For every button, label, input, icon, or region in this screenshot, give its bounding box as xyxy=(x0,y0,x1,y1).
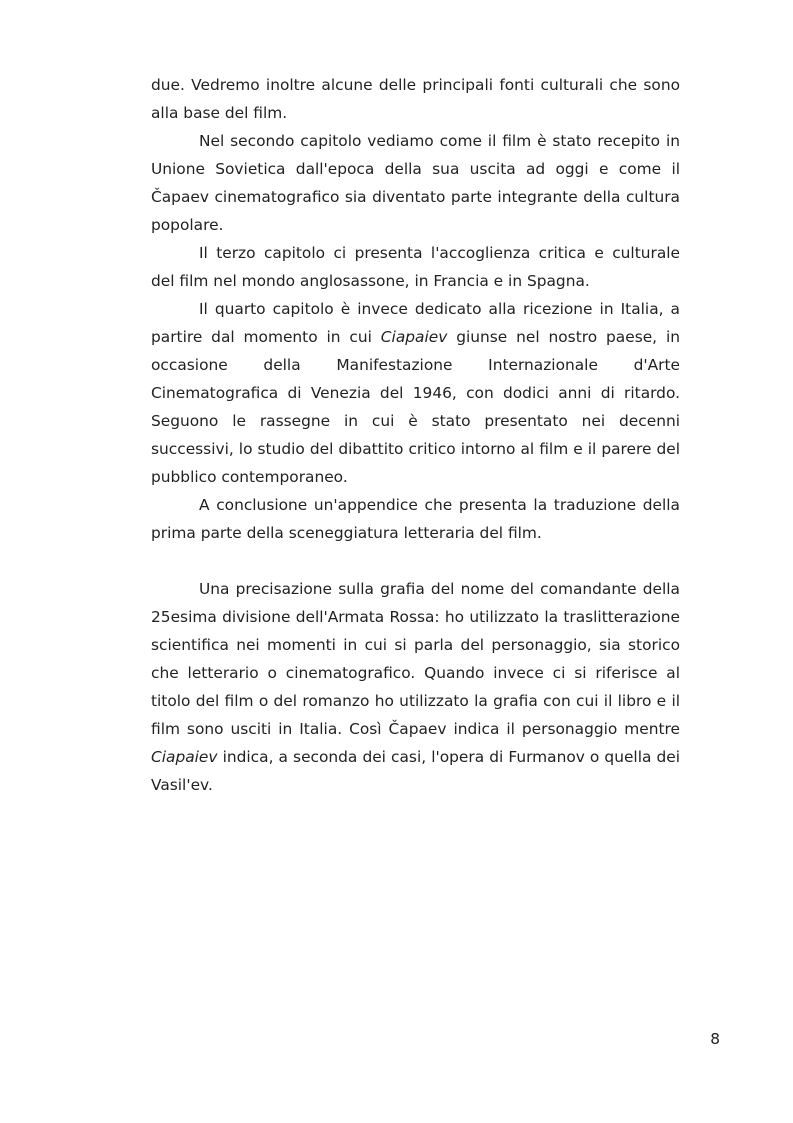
paragraph-text: Il quarto capitolo è invece dedicato alla ricezione in Italia, a partire dal momento in cui xyxy=(151,300,680,346)
paragraph-terzo-capitolo: Il terzo capitolo ci presenta l'accoglienza critica e culturale del film nel mondo anglosassone, in Francia e in Spagna. xyxy=(151,244,680,290)
paragraph-precisazione-grafia xyxy=(151,575,680,799)
page-number: 8 xyxy=(710,1030,720,1048)
paragraph-text: indica, a seconda dei casi, l'opera di Furmanov o quella dei Vasil'ev. xyxy=(151,748,680,794)
paragraph-secondo-capitolo: Nel secondo capitolo vediamo come il film è stato recepito in Unione Sovietica dall'epoca della sua uscita ad oggi e come il Čapaev cinematografico sia diventato parte integrante della cultura popolare. xyxy=(151,132,680,234)
paragraph-fonti-culturali: due. Vedremo inoltre alcune delle principali fonti culturali che sono alla base del film. xyxy=(151,76,680,122)
paragraph-text: Una precisazione sulla grafia del nome del comandante della 25esima divisione dell'Armata Rossa: ho utilizzato la traslitterazione scientifica nei momenti in cui si parla del personaggio, sia storico che letterario o cinematografico. Quando invece ci si riferisce al titolo del film o del romanzo ho utilizzato la grafia con cui il libro e il film sono usciti in Italia. Così Čapaev indica il personaggio mentre xyxy=(151,580,680,738)
paragraph-text: giunse nel nostro paese, in occasione della Manifestazione Internazionale d'Arte Cinematografica di Venezia del 1946, con dodici anni di ritardo. Seguono le rassegne in cui è stato presentato nei decenni successivi, lo studio del dibattito critico intorno al film e il parere del pubblico contemporaneo. xyxy=(151,328,680,486)
paragraph-appendice: A conclusione un'appendice che presenta la traduzione della prima parte della sceneggiatura letteraria del film. xyxy=(151,496,680,542)
paragraph-spacer xyxy=(151,547,680,575)
film-title-italic: Ciapaiev xyxy=(380,328,448,346)
paragraph-quarto-capitolo xyxy=(151,295,680,491)
body-text xyxy=(151,71,680,799)
film-title-italic: Ciapaiev xyxy=(151,748,218,766)
